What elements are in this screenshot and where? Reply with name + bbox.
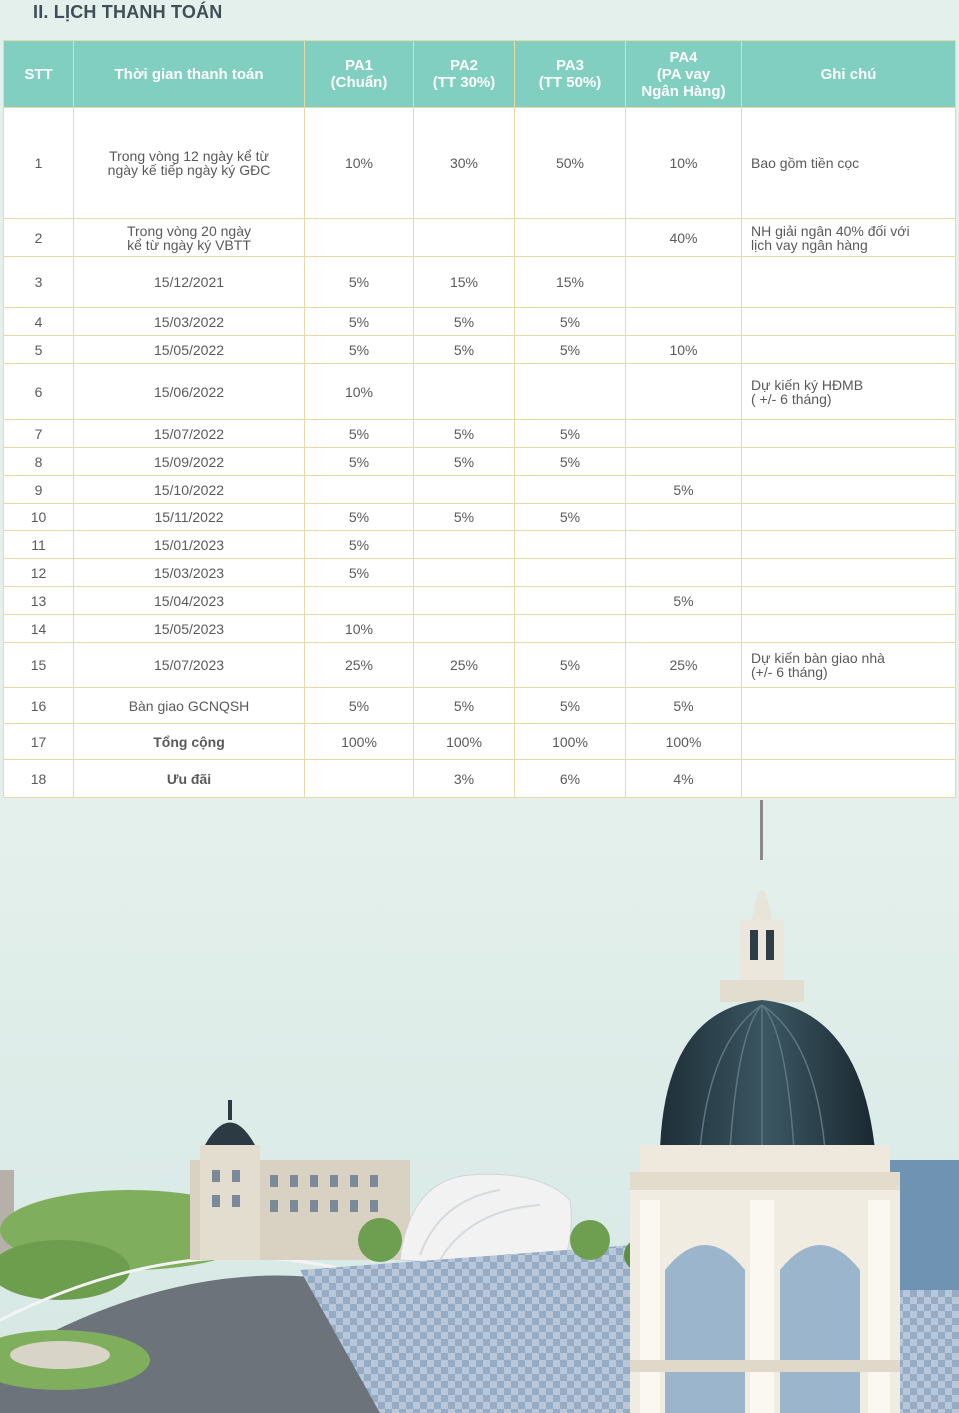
cell-note (742, 448, 956, 476)
city-dome-illustration (0, 800, 959, 1413)
cell-pa2: 25% (414, 643, 515, 688)
cell-stt: 10 (4, 504, 74, 531)
cell-pa4 (626, 531, 742, 559)
cell-note (742, 615, 956, 643)
table-row (4, 559, 956, 587)
payment-schedule-table (3, 40, 956, 798)
cell-stt: 16 (4, 688, 74, 724)
table-row (4, 364, 956, 420)
cell-pa4: 10% (626, 336, 742, 364)
cell-pa1: 5% (305, 504, 414, 531)
cell-stt: 4 (4, 308, 74, 336)
cell-stt: 15 (4, 643, 74, 688)
cell-note: Dự kiến ký HĐMB ( +/- 6 tháng) (742, 364, 956, 420)
cell-pa2: 3% (414, 760, 515, 798)
cell-time: 15/04/2023 (74, 587, 305, 615)
cell-time: 15/09/2022 (74, 448, 305, 476)
cell-note (742, 257, 956, 308)
cell-pa1 (305, 219, 414, 257)
cell-time: 15/07/2022 (74, 420, 305, 448)
cell-pa3: 5% (515, 420, 626, 448)
table-row (4, 643, 956, 688)
cell-pa3: 100% (515, 724, 626, 760)
cell-pa1: 5% (305, 336, 414, 364)
table-row (4, 448, 956, 476)
cell-pa2 (414, 559, 515, 587)
section-2-title: II. LỊCH THANH TOÁN (33, 2, 223, 22)
cell-pa1: 10% (305, 108, 414, 219)
cell-pa3 (515, 559, 626, 587)
cell-pa1: 5% (305, 688, 414, 724)
header-time: Thời gian thanh toán (74, 41, 305, 108)
cell-stt: 17 (4, 724, 74, 760)
header-pa2: PA2 (TT 30%) (414, 41, 515, 108)
cell-pa4: 5% (626, 476, 742, 504)
table-row (4, 531, 956, 559)
cell-note (742, 531, 956, 559)
cell-pa1: 10% (305, 364, 414, 420)
table-row (4, 615, 956, 643)
cell-note (742, 504, 956, 531)
cell-pa1: 25% (305, 643, 414, 688)
cell-stt: 12 (4, 559, 74, 587)
cell-stt: 3 (4, 257, 74, 308)
cell-time: 15/06/2022 (74, 364, 305, 420)
cell-pa4: 10% (626, 108, 742, 219)
cell-pa2: 5% (414, 308, 515, 336)
cell-pa4 (626, 420, 742, 448)
cell-note (742, 559, 956, 587)
cell-pa4: 100% (626, 724, 742, 760)
cell-pa2: 15% (414, 257, 515, 308)
cell-pa2: 5% (414, 688, 515, 724)
cell-pa1: 5% (305, 257, 414, 308)
cell-time: 15/01/2023 (74, 531, 305, 559)
cell-time: 15/10/2022 (74, 476, 305, 504)
cell-pa4 (626, 504, 742, 531)
cell-pa2 (414, 615, 515, 643)
cell-note (742, 336, 956, 364)
cell-pa4 (626, 559, 742, 587)
cell-pa4: 5% (626, 587, 742, 615)
header-pa1: PA1 (Chuẩn) (305, 41, 414, 108)
cell-pa3: 5% (515, 688, 626, 724)
table-row (4, 336, 956, 364)
cell-stt: 11 (4, 531, 74, 559)
cell-stt: 1 (4, 108, 74, 219)
cell-time: Tổng cộng (74, 724, 305, 760)
cell-stt: 6 (4, 364, 74, 420)
cell-pa4 (626, 257, 742, 308)
cell-time: Trong vòng 12 ngày kể từ ngày kế tiếp ngày ký GĐC (74, 108, 305, 219)
cell-pa4 (626, 308, 742, 336)
cell-stt: 9 (4, 476, 74, 504)
cell-pa3: 50% (515, 108, 626, 219)
cell-stt: 2 (4, 219, 74, 257)
cell-pa3: 15% (515, 257, 626, 308)
header-stt: STT (4, 41, 74, 108)
cell-pa2: 100% (414, 724, 515, 760)
cell-pa3: 5% (515, 336, 626, 364)
table-header-row (4, 41, 956, 108)
cell-time: 15/05/2022 (74, 336, 305, 364)
cell-pa3: 5% (515, 448, 626, 476)
cell-pa1: 5% (305, 448, 414, 476)
cell-pa3 (515, 219, 626, 257)
cell-pa1 (305, 760, 414, 798)
cell-pa4 (626, 448, 742, 476)
cell-pa2: 5% (414, 420, 515, 448)
cell-note (742, 587, 956, 615)
cell-pa4 (626, 615, 742, 643)
table-row (4, 688, 956, 724)
cell-pa2: 5% (414, 448, 515, 476)
table-row (4, 108, 956, 219)
cell-pa3: 5% (515, 308, 626, 336)
cell-time: 15/05/2023 (74, 615, 305, 643)
cell-time: 15/11/2022 (74, 504, 305, 531)
cell-pa4: 5% (626, 688, 742, 724)
table-row (4, 257, 956, 308)
cell-pa1: 100% (305, 724, 414, 760)
table-row (4, 760, 956, 798)
cell-pa1 (305, 587, 414, 615)
cell-pa1: 5% (305, 559, 414, 587)
cell-pa1: 5% (305, 308, 414, 336)
cell-time: 15/03/2023 (74, 559, 305, 587)
cell-note (742, 476, 956, 504)
table-row (4, 476, 956, 504)
cell-stt: 13 (4, 587, 74, 615)
cell-note (742, 308, 956, 336)
cell-stt: 14 (4, 615, 74, 643)
cell-pa4: 4% (626, 760, 742, 798)
cell-pa2: 5% (414, 336, 515, 364)
cell-pa1: 5% (305, 420, 414, 448)
cell-pa2: 30% (414, 108, 515, 219)
cell-note (742, 420, 956, 448)
cell-pa3 (515, 615, 626, 643)
cell-pa1: 5% (305, 531, 414, 559)
table-row (4, 587, 956, 615)
cell-stt: 5 (4, 336, 74, 364)
cell-note (742, 688, 956, 724)
cell-note: NH giải ngân 40% đối với lịch vay ngân hàng (742, 219, 956, 257)
table-row (4, 219, 956, 257)
cell-pa1 (305, 476, 414, 504)
cell-pa2 (414, 587, 515, 615)
cell-pa2 (414, 364, 515, 420)
cell-stt: 18 (4, 760, 74, 798)
cell-pa2 (414, 476, 515, 504)
cell-pa3: 6% (515, 760, 626, 798)
cell-pa2 (414, 531, 515, 559)
cell-pa3 (515, 587, 626, 615)
table-row (4, 724, 956, 760)
cell-pa3 (515, 476, 626, 504)
cell-pa2 (414, 219, 515, 257)
cell-note (742, 724, 956, 760)
cell-pa4: 25% (626, 643, 742, 688)
cell-pa3: 5% (515, 643, 626, 688)
cell-time: 15/03/2022 (74, 308, 305, 336)
table-row (4, 308, 956, 336)
cell-pa3 (515, 531, 626, 559)
cell-note: Dự kiến bàn giao nhà (+/- 6 tháng) (742, 643, 956, 688)
cell-note: Bao gồm tiền cọc (742, 108, 956, 219)
cell-time: Trong vòng 20 ngày kể từ ngày ký VBTT (74, 219, 305, 257)
header-pa3: PA3 (TT 50%) (515, 41, 626, 108)
cell-time: Bàn giao GCNQSH (74, 688, 305, 724)
cell-pa3: 5% (515, 504, 626, 531)
cell-pa4 (626, 364, 742, 420)
cell-pa3 (515, 364, 626, 420)
cell-time: 15/07/2023 (74, 643, 305, 688)
cell-stt: 8 (4, 448, 74, 476)
table-row (4, 504, 956, 531)
cell-pa4: 40% (626, 219, 742, 257)
header-note: Ghi chú (742, 41, 956, 108)
cell-note (742, 760, 956, 798)
cell-pa1: 10% (305, 615, 414, 643)
table-row (4, 420, 956, 448)
cell-stt: 7 (4, 420, 74, 448)
cell-time: 15/12/2021 (74, 257, 305, 308)
cell-time: Ưu đãi (74, 760, 305, 798)
header-pa4: PA4 (PA vay Ngân Hàng) (626, 41, 742, 108)
cell-pa2: 5% (414, 504, 515, 531)
